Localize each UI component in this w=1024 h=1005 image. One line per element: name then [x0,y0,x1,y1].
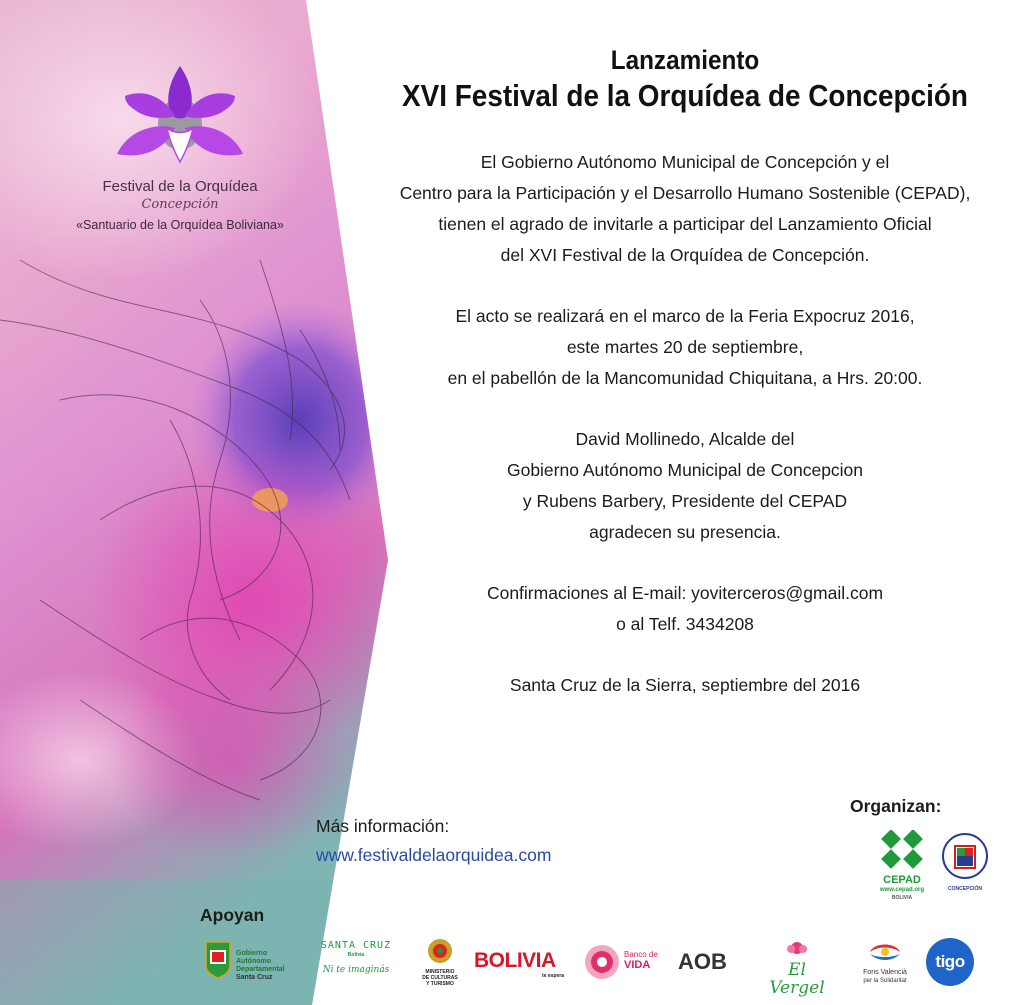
gobernacion-line: Santa Cruz [236,974,273,981]
santa-cruz-name: SANTA CRUZ [320,940,392,951]
invitation-text [340,44,1024,701]
cepad-logo [874,830,930,902]
aob-logo [678,950,748,974]
bolivia-sub: te espera [542,973,564,979]
banco-vida-line: Banco de [624,950,658,959]
tigo-name: tigo [935,952,965,971]
banco-vida-icon [584,944,620,980]
gobernacion-line: Autónomo [236,958,271,965]
vergel-flower-icon [785,940,809,956]
gobernacion-shield-icon [204,940,232,980]
text-line: El Gobierno Autónomo Municipal de Concepción y el [480,152,890,172]
text-line: David Mollinedo, Alcalde del [575,429,795,449]
municipality-logo [940,832,990,893]
website-link[interactable]: www.festivaldelaorquidea.com [316,845,552,865]
heading-line1: Lanzamiento [610,45,760,75]
bolivia-logo [474,950,570,980]
santa-cruz-slogan: Ni te imaginás [322,965,390,975]
paragraph-contact [340,578,1024,640]
more-info-label: Más información: [316,816,450,836]
paragraph-place-date [340,670,1024,701]
ministerio-line: Y TURISMO [426,981,454,987]
cepad-country: BOLIVIA [891,895,913,901]
ministerio-line: MINISTERIO [425,969,455,975]
more-info [316,816,551,866]
aob-name: AOB [678,949,727,974]
orchid-logo-icon [115,62,245,174]
logo-motto: «Santuario de la Orquídea Boliviana» [76,218,284,232]
organizers-label: Organizan: [850,796,942,816]
banco-vida-line: VIDA [624,959,651,971]
logo-place: Concepción [141,197,219,212]
gobernacion-logo [204,940,304,984]
text-line: del XVI Festival de la Orquídea de Concepción. [500,245,870,265]
ministerio-logo [418,938,462,987]
ministerio-line: DE CULTURAS [422,975,458,981]
sponsors-label: Apoyan [200,905,265,925]
paragraph-event [340,301,1024,394]
cepad-icon [880,830,924,870]
text-line: Santa Cruz de la Sierra, septiembre del 2016 [509,675,861,695]
gobernacion-line: Departamental [236,966,285,973]
fons-line: per la Solidaritat [863,978,907,984]
text-line: Centro para la Participación y el Desarrollo Humano Sostenible (CEPAD), [399,183,971,203]
text-line: en el pabellón de la Mancomunidad Chiquitana, a Hrs. 20:00. [447,368,923,388]
fons-valencia-icon [868,940,902,964]
gobernacion-line: Gobierno [236,950,268,957]
logo-name: Festival de la Orquídea [102,178,258,195]
ministerio-emblem-icon [427,938,453,964]
text-line: El acto se realizará en el marco de la Feria Expocruz 2016, [455,306,915,326]
el-vergel-name: El Vergel [769,960,825,998]
fons-valencia-logo [852,940,918,985]
text-line: Confirmaciones al E-mail: yoviterceros@gmail.com [486,583,884,603]
festival-logo [76,62,284,232]
text-line: y Rubens Barbery, Presidente del CEPAD [522,491,848,511]
heading-line2: XVI Festival de la Orquídea de Concepción [402,78,968,113]
tigo-logo [926,938,974,986]
text-line: agradecen su presencia. [589,522,781,542]
santa-cruz-sub: Bolivia [347,952,365,958]
text-line: o al Telf. 3434208 [616,614,754,634]
text-line: este martes 20 de septiembre, [566,337,804,357]
el-vergel-logo [762,940,832,997]
paragraph-hosts [340,424,1024,548]
bolivia-name: BOLIVIA [474,949,556,972]
banco-de-vida-logo [584,944,668,984]
paragraph-invitation [340,147,1024,271]
cepad-site: www.cepad.org [879,887,925,893]
fons-line: Fons Valencià [863,969,907,976]
text-line: tienen el agrado de invitarle a participar del Lanzamiento Oficial [438,214,932,234]
municipal-seal-icon [941,832,989,880]
cepad-name: CEPAD [883,874,921,886]
text-line: Gobierno Autónomo Municipal de Concepcion [506,460,864,480]
municipality-label: CONCEPCIÓN [948,886,982,892]
santa-cruz-logo [312,940,400,975]
